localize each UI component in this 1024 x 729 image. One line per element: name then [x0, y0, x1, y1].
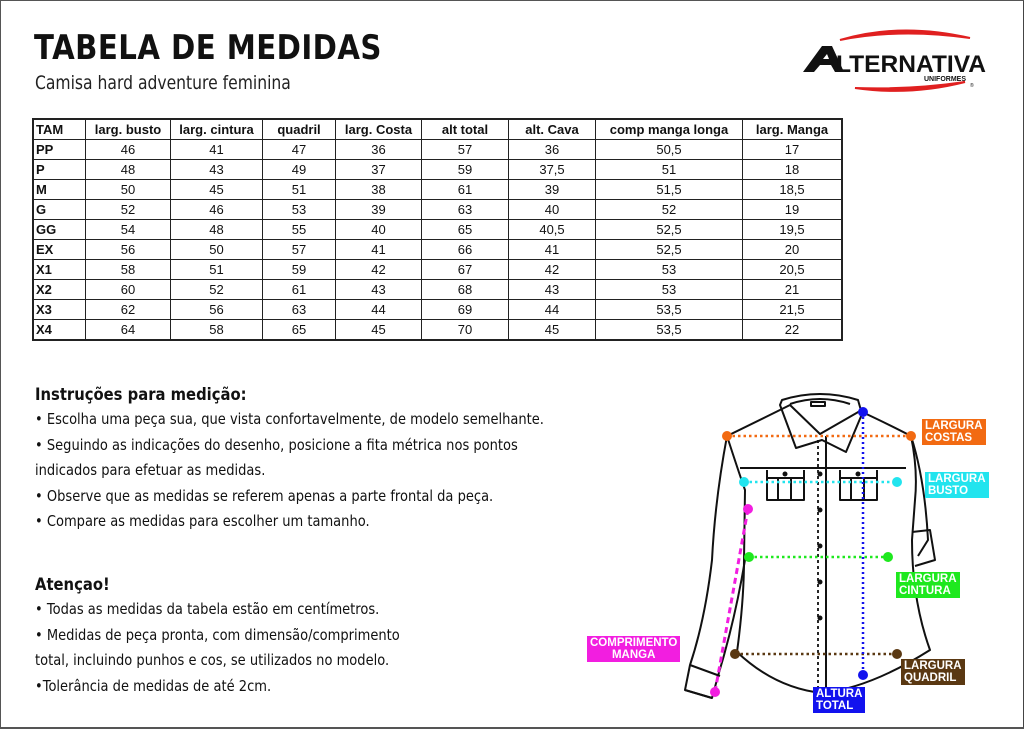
size-cell: G: [33, 200, 86, 220]
label-line: BUSTO: [928, 485, 969, 497]
measurement-cell: 45: [509, 320, 596, 341]
measurement-cell: 53: [596, 280, 743, 300]
measurement-cell: 51: [596, 160, 743, 180]
column-header: TAM: [33, 119, 86, 140]
measure-point-costas: [906, 431, 916, 441]
measurement-cell: 20: [743, 240, 843, 260]
measurement-cell: 50: [171, 240, 263, 260]
label-line: QUADRIL: [904, 672, 957, 684]
table-body: [33, 140, 842, 341]
measurement-cell: 36: [509, 140, 596, 160]
measurement-cell: 43: [336, 280, 422, 300]
measurement-cell: 52,5: [596, 220, 743, 240]
label-line: LARGURA: [925, 420, 983, 432]
measurement-cell: 19: [743, 200, 843, 220]
measure-altura: [858, 407, 868, 680]
measurement-cell: 55: [263, 220, 336, 240]
measurement-cell: 50,5: [596, 140, 743, 160]
label-line: ALTURA: [816, 688, 863, 700]
attention-line: • Medidas de peça pronta, com dimensão/comprimento: [35, 625, 400, 644]
measurement-cell: 50: [86, 180, 171, 200]
button-icon: [856, 472, 861, 477]
measure-quadril: [730, 649, 902, 659]
measurement-cell: 18: [743, 160, 843, 180]
label-largura-costas: [922, 419, 986, 445]
table-header-row: [33, 119, 842, 140]
measurement-cell: 52: [86, 200, 171, 220]
measurement-cell: 61: [263, 280, 336, 300]
measurement-cell: 39: [509, 180, 596, 200]
measurement-cell: 37: [336, 160, 422, 180]
size-table: [32, 118, 843, 341]
column-header: larg. cintura: [171, 119, 263, 140]
column-header: larg. Manga: [743, 119, 843, 140]
measurement-cell: 21,5: [743, 300, 843, 320]
label-line: COSTAS: [925, 432, 973, 444]
label-line: LARGURA: [904, 660, 962, 672]
measurement-cell: 53: [596, 260, 743, 280]
instruction-line: • Compare as medidas para escolher um tamanho.: [35, 512, 370, 530]
size-cell: P: [33, 160, 86, 180]
measurement-cell: 17: [743, 140, 843, 160]
measurement-cell: 51,5: [596, 180, 743, 200]
logo-swoosh-bottom: [855, 82, 965, 91]
size-cell: X2: [33, 280, 86, 300]
attention-line: • Todas as medidas da tabela estão em centímetros.: [35, 600, 380, 618]
measure-point-busto: [892, 477, 902, 487]
column-header: larg. Costa: [336, 119, 422, 140]
instruction-line: • Observe que as medidas se referem apenas a parte frontal da peça.: [35, 486, 494, 505]
measurement-cell: 19,5: [743, 220, 843, 240]
measurement-cell: 46: [86, 140, 171, 160]
label-largura-cintura: [896, 572, 960, 598]
logo-registered: ®: [970, 83, 974, 89]
measurement-cell: 20,5: [743, 260, 843, 280]
measurement-cell: 67: [422, 260, 509, 280]
label-altura-total: [813, 687, 865, 713]
table-row: [33, 160, 842, 180]
table-row: [33, 200, 842, 220]
measure-point-cintura: [883, 552, 893, 562]
size-cell: X1: [33, 260, 86, 280]
measurement-cell: 69: [422, 300, 509, 320]
label-line: TOTAL: [816, 700, 854, 712]
measure-point-busto: [739, 477, 749, 487]
measurement-cell: 60: [86, 280, 171, 300]
measurement-cell: 61: [422, 180, 509, 200]
label-line: MANGA: [611, 649, 656, 661]
measurement-cell: 57: [263, 240, 336, 260]
measure-manga: [710, 504, 753, 697]
measurement-cell: 43: [171, 160, 263, 180]
measurement-cell: 44: [336, 300, 422, 320]
table-row: [33, 260, 842, 280]
measurement-cell: 21: [743, 280, 843, 300]
size-cell: PP: [33, 140, 86, 160]
measure-point-manga: [710, 687, 720, 697]
measurement-cell: 59: [422, 160, 509, 180]
measurement-cell: 52: [171, 280, 263, 300]
measurement-cell: 48: [86, 160, 171, 180]
measure-point-quadril: [730, 649, 740, 659]
measurement-cell: 54: [86, 220, 171, 240]
measurement-cell: 53: [263, 200, 336, 220]
measurement-cell: 70: [422, 320, 509, 341]
brand-logo: [800, 24, 994, 94]
measure-point-altura: [858, 670, 868, 680]
label-line: CINTURA: [899, 585, 951, 597]
measurement-cell: 47: [263, 140, 336, 160]
measurement-cell: 40,5: [509, 220, 596, 240]
column-header: quadril: [263, 119, 336, 140]
label-comprimento-manga: [587, 636, 680, 662]
shirt-collar-label: [811, 402, 825, 406]
measure-point-manga: [743, 504, 753, 514]
measurement-cell: 38: [336, 180, 422, 200]
label-line: LARGURA: [928, 473, 986, 485]
instructions-section: [35, 383, 544, 535]
measurement-cell: 44: [509, 300, 596, 320]
label-line: COMPRIMENTO: [590, 637, 678, 649]
measurement-cell: 41: [171, 140, 263, 160]
measurement-cell: 51: [263, 180, 336, 200]
measurement-cell: 66: [422, 240, 509, 260]
measurement-cell: 58: [86, 260, 171, 280]
attention-section: [35, 573, 400, 699]
table-row: [33, 300, 842, 320]
table-row: [33, 280, 842, 300]
attention-heading: Atençao!: [35, 575, 110, 595]
measurement-cell: 40: [336, 220, 422, 240]
measurement-cell: 45: [171, 180, 263, 200]
size-cell: EX: [33, 240, 86, 260]
measurement-cell: 39: [336, 200, 422, 220]
measurement-cell: 63: [263, 300, 336, 320]
measurement-cell: 18,5: [743, 180, 843, 200]
table-row: [33, 240, 842, 260]
measurement-cell: 57: [422, 140, 509, 160]
measurement-cell: 65: [263, 320, 336, 341]
shirt-buttons: [783, 472, 861, 621]
instruction-line: indicados para efetuar as medidas.: [35, 461, 266, 479]
button-icon: [783, 472, 788, 477]
measurement-cell: 62: [86, 300, 171, 320]
measurement-cell: 51: [171, 260, 263, 280]
instruction-line: • Escolha uma peça sua, que vista confortavelmente, de modelo semelhante.: [35, 410, 544, 428]
page-title: TABELA DE MEDIDAS: [34, 28, 382, 68]
measurement-cell: 40: [509, 200, 596, 220]
measurement-cell: 63: [422, 200, 509, 220]
column-header: alt. Cava: [509, 119, 596, 140]
measurement-cell: 43: [509, 280, 596, 300]
measurement-cell: 68: [422, 280, 509, 300]
column-header: larg. busto: [86, 119, 171, 140]
label-largura-quadril: [901, 659, 965, 685]
size-cell: X3: [33, 300, 86, 320]
measurement-cell: 49: [263, 160, 336, 180]
measurement-cell: 56: [86, 240, 171, 260]
measure-point-cintura: [744, 552, 754, 562]
measurement-cell: 37,5: [509, 160, 596, 180]
table-row: [33, 220, 842, 240]
measurement-cell: 42: [509, 260, 596, 280]
attention-line: total, incluindo punhos e cos, se utilizados no modelo.: [35, 651, 390, 669]
measurement-cell: 59: [263, 260, 336, 280]
logo-swoosh-top: [840, 30, 970, 40]
measure-point-costas: [722, 431, 732, 441]
instructions-heading: Instruções para medição:: [35, 385, 247, 405]
measurement-cell: 65: [422, 220, 509, 240]
label-line: LARGURA: [899, 573, 957, 585]
measurement-cell: 22: [743, 320, 843, 341]
size-cell: GG: [33, 220, 86, 240]
measure-point-quadril: [892, 649, 902, 659]
measurement-cell: 45: [336, 320, 422, 341]
page-subtitle: Camisa hard adventure feminina: [35, 72, 291, 94]
label-largura-busto: [925, 472, 989, 498]
table-row: [33, 140, 842, 160]
measure-point-altura: [858, 407, 868, 417]
measurement-cell: 46: [171, 200, 263, 220]
attention-line: •Tolerância de medidas de até 2cm.: [35, 676, 272, 695]
measurement-cell: 41: [336, 240, 422, 260]
logo-tagline: UNIFORMES: [924, 76, 966, 83]
table-row: [33, 320, 842, 341]
measurement-cell: 52,5: [596, 240, 743, 260]
measurement-cell: 42: [336, 260, 422, 280]
measurement-cell: 48: [171, 220, 263, 240]
measurement-cell: 53,5: [596, 300, 743, 320]
instruction-line: • Seguindo as indicações do desenho, posicione a fita métrica nos pontos: [35, 435, 518, 454]
measurement-cell: 56: [171, 300, 263, 320]
measurement-cell: 41: [509, 240, 596, 260]
measurement-cell: 58: [171, 320, 263, 341]
table-row: [33, 180, 842, 200]
size-cell: M: [33, 180, 86, 200]
column-header: comp manga longa: [596, 119, 743, 140]
column-header: alt total: [422, 119, 509, 140]
measurement-cell: 52: [596, 200, 743, 220]
size-cell: X4: [33, 320, 86, 341]
measurement-cell: 36: [336, 140, 422, 160]
measurement-cell: 64: [86, 320, 171, 341]
logo-brand-text: LTERNATIVA: [836, 51, 986, 78]
measurement-cell: 53,5: [596, 320, 743, 341]
